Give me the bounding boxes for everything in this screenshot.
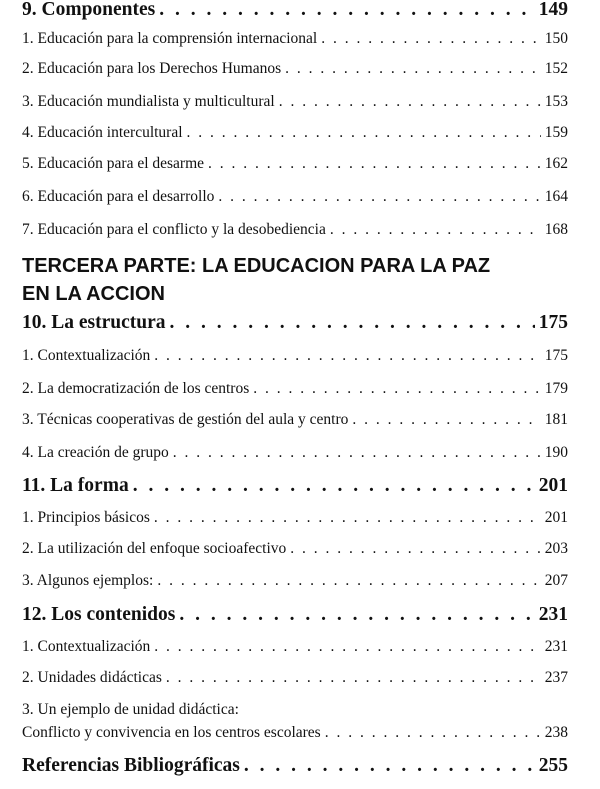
dot-leader (208, 155, 541, 173)
dot-leader (133, 475, 535, 497)
toc-entry (22, 540, 568, 558)
page-number: 175 (538, 312, 568, 333)
page-number: 231 (544, 638, 568, 655)
toc-entry (22, 411, 568, 429)
references-heading (22, 755, 568, 777)
entry-title: 4. La creación de grupo (22, 444, 169, 461)
toc-entry (22, 638, 568, 656)
entry-title: 2. Educación para los Derechos Humanos (22, 60, 282, 77)
dot-leader (179, 604, 534, 626)
dot-leader (159, 0, 534, 21)
entry-title-line: 3. Un ejemplo de unidad didáctica: (22, 701, 239, 718)
toc-entry (22, 669, 568, 687)
entry-title: 2. La democratización de los centros (22, 380, 250, 397)
page-number: 164 (544, 188, 568, 205)
part-heading-line: EN LA ACCION (22, 283, 165, 305)
dot-leader (170, 312, 535, 334)
dot-leader (166, 669, 541, 687)
dot-leader (154, 509, 541, 527)
page-number: 203 (544, 540, 568, 557)
part-heading (22, 252, 490, 308)
dot-leader (330, 221, 541, 239)
toc-entry (22, 444, 568, 462)
toc-entry (22, 724, 568, 742)
entry-title: 7. Educación para el conflicto y la desobediencia (22, 221, 326, 238)
entry-title: 6. Educación para el desarrollo (22, 188, 215, 205)
entry-title: 1. Educación para la comprensión internacional (22, 30, 318, 47)
toc-entry (22, 221, 568, 239)
entry-title: 1. Principios básicos (22, 509, 150, 526)
entry-title: 10. La estructura (22, 312, 166, 333)
dot-leader (157, 572, 540, 590)
toc-entry (22, 60, 568, 78)
page-number: 168 (544, 221, 568, 238)
part-heading-line: TERCERA PARTE: LA EDUCACION PARA LA PAZ (22, 255, 491, 277)
dot-leader (279, 93, 541, 111)
page-number: 238 (544, 724, 568, 741)
toc-entry (22, 155, 568, 173)
chapter-heading (22, 604, 568, 626)
page-number: 179 (544, 380, 568, 397)
entry-title: 12. Los contenidos (22, 604, 176, 625)
dot-leader (285, 60, 541, 78)
page-number: 181 (544, 411, 568, 428)
toc-entry (22, 93, 568, 111)
entry-title: 4. Educación intercultural (22, 124, 183, 141)
entry-title: 3. Algunos ejemplos: (22, 572, 154, 589)
dot-leader (253, 380, 541, 398)
toc-entry (22, 347, 568, 365)
page-number: 190 (544, 444, 568, 461)
toc-entry (22, 188, 568, 206)
page-number: 201 (544, 509, 568, 526)
entry-title: 2. La utilización del enfoque socioafectivo (22, 540, 287, 557)
dot-leader (154, 638, 540, 656)
page-number: 162 (544, 155, 568, 172)
toc-entry (22, 30, 568, 48)
dot-leader (290, 540, 540, 558)
entry-title: Conflicto y convivencia en los centros escolares (22, 724, 321, 741)
page-number: 255 (538, 755, 568, 776)
dot-leader (173, 444, 541, 462)
dot-leader (218, 188, 540, 206)
dot-leader (154, 347, 540, 365)
entry-title: 9. Componentes (22, 0, 156, 20)
entry-title: 3. Educación mundialista y multicultural (22, 93, 275, 110)
dot-leader (352, 411, 540, 429)
chapter-heading (22, 0, 568, 21)
page-number: 159 (544, 124, 568, 141)
dot-leader (321, 30, 541, 48)
page-number: 150 (544, 30, 568, 47)
dot-leader (325, 724, 541, 742)
page-number: 237 (544, 669, 568, 686)
page-number: 149 (538, 0, 568, 20)
entry-title: 1. Contextualización (22, 638, 151, 655)
page-number: 201 (538, 475, 568, 496)
entry-title: 1. Contextualización (22, 347, 151, 364)
page-number: 153 (544, 93, 568, 110)
entry-title: Referencias Bibliográficas (22, 755, 240, 776)
dot-leader (187, 124, 541, 142)
toc-entry (22, 509, 568, 527)
chapter-heading (22, 312, 568, 334)
entry-title: 5. Educación para el desarme (22, 155, 205, 172)
entry-title: 2. Unidades didácticas (22, 669, 162, 686)
entry-title: 11. La forma (22, 475, 129, 496)
page-number: 207 (544, 572, 568, 589)
toc-entry (22, 124, 568, 142)
dot-leader (244, 755, 535, 777)
page-number: 175 (544, 347, 568, 364)
entry-title: 3. Técnicas cooperativas de gestión del aula y centro (22, 411, 349, 428)
toc-entry (22, 380, 568, 398)
page-number: 231 (538, 604, 568, 625)
page-number: 152 (544, 60, 568, 77)
chapter-heading (22, 475, 568, 497)
toc-entry (22, 572, 568, 590)
